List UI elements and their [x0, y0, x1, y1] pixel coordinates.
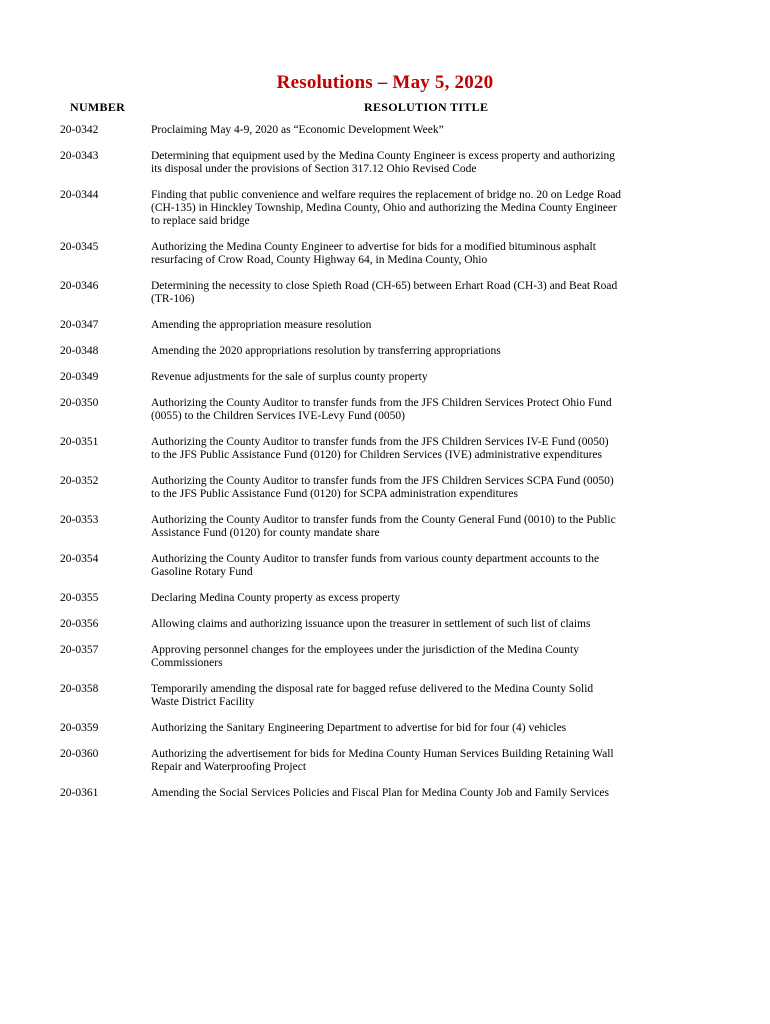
resolution-title: [151, 787, 721, 800]
resolution-title: [151, 475, 721, 501]
resolution-row: [0, 371, 770, 384]
resolution-title-line: Repair and Waterproofing Project: [151, 761, 307, 773]
resolution-title: [151, 345, 721, 358]
resolution-title-line: Declaring Medina County property as excess property: [151, 592, 401, 604]
resolution-title: [151, 683, 721, 709]
resolution-title-line: Finding that public convenience and welfare requires the replacement of bridge no. 20 on Ledge Road: [151, 189, 622, 201]
resolution-number: 20-0360: [60, 748, 99, 760]
resolution-title-line: Determining that equipment used by the Medina County Engineer is excess property and authorizing: [151, 150, 616, 162]
resolution-row: [0, 319, 770, 332]
resolution-title: [151, 592, 721, 605]
resolution-title-line: Authorizing the Medina County Engineer to advertise for bids for a modified bituminous asphalt: [151, 241, 596, 253]
resolution-title-line: (0055) to the Children Services IVE-Levy Fund (0050): [151, 410, 405, 422]
resolution-row: [0, 644, 770, 670]
resolution-row: [0, 150, 770, 176]
resolution-title-line: Gasoline Rotary Fund: [151, 566, 253, 578]
resolution-number: 20-0352: [60, 475, 99, 487]
resolution-row: [0, 748, 770, 774]
resolution-number: 20-0346: [60, 280, 99, 292]
resolution-title-line: Commissioners: [151, 657, 223, 669]
resolution-title-line: Proclaiming May 4-9, 2020 as “Economic Development Week”: [151, 124, 444, 136]
resolution-title-line: Approving personnel changes for the employees under the jurisdiction of the Medina County: [151, 644, 579, 656]
resolution-number: 20-0343: [60, 150, 99, 162]
resolution-title-line: resurfacing of Crow Road, County Highway 64, in Medina County, Ohio: [151, 254, 488, 266]
resolution-number: 20-0353: [60, 514, 99, 526]
resolution-title-line: Allowing claims and authorizing issuance upon the treasurer in settlement of such list of claims: [151, 618, 591, 630]
resolution-title-line: Determining the necessity to close Spieth Road (CH-65) between Erhart Road (CH-3) and Beat Road: [151, 280, 618, 292]
resolution-title: [151, 371, 721, 384]
resolution-number: 20-0344: [60, 189, 99, 201]
resolution-title-line: Waste District Facility: [151, 696, 255, 708]
resolution-title-line: Revenue adjustments for the sale of surplus county property: [151, 371, 428, 383]
resolution-title: [151, 397, 721, 423]
resolution-list: [0, 124, 770, 813]
resolution-number: 20-0355: [60, 592, 99, 604]
page-title: Resolutions – May 5, 2020: [276, 72, 494, 93]
resolution-number: 20-0359: [60, 722, 99, 734]
resolution-row: [0, 553, 770, 579]
column-header-title: RESOLUTION TITLE: [364, 100, 489, 114]
resolution-title-line: Amending the appropriation measure resolution: [151, 319, 372, 331]
resolution-title-line: Amending the 2020 appropriations resolution by transferring appropriations: [151, 345, 501, 357]
resolution-title-line: Authorizing the County Auditor to transfer funds from the JFS Children Services SCPA Fund (0050): [151, 475, 614, 487]
resolution-number: 20-0361: [60, 787, 99, 799]
column-header-number: NUMBER: [70, 100, 126, 114]
resolution-title: [151, 553, 721, 579]
resolution-number: 20-0357: [60, 644, 99, 656]
resolution-title-line: Amending the Social Services Policies and Fiscal Plan for Medina County Job and Family Services: [151, 787, 610, 799]
resolution-title: [151, 618, 721, 631]
resolution-number: 20-0356: [60, 618, 99, 630]
resolution-number: 20-0348: [60, 345, 99, 357]
resolution-title: [151, 280, 721, 306]
resolution-number: 20-0358: [60, 683, 99, 695]
resolution-title: [151, 150, 721, 176]
resolution-title-line: Temporarily amending the disposal rate for bagged refuse delivered to the Medina County Solid: [151, 683, 594, 695]
resolution-number: 20-0354: [60, 553, 99, 565]
resolution-row: [0, 397, 770, 423]
resolution-number: 20-0351: [60, 436, 99, 448]
resolution-row: [0, 345, 770, 358]
resolution-row: [0, 436, 770, 462]
resolution-title: [151, 644, 721, 670]
resolution-row: [0, 722, 770, 735]
resolution-row: [0, 618, 770, 631]
resolution-title-line: to the JFS Public Assistance Fund (0120) for SCPA administration expenditures: [151, 488, 518, 500]
resolution-title: [151, 319, 721, 332]
resolution-number: 20-0347: [60, 319, 99, 331]
resolution-title: [151, 124, 721, 137]
resolution-row: [0, 514, 770, 540]
resolution-row: [0, 280, 770, 306]
resolution-title: [151, 189, 721, 228]
resolution-row: [0, 475, 770, 501]
resolution-row: [0, 683, 770, 709]
resolution-row: [0, 787, 770, 800]
resolution-row: [0, 592, 770, 605]
resolution-title-line: Authorizing the County Auditor to transfer funds from various county department accounts to the: [151, 553, 600, 565]
resolution-title-line: Authorizing the County Auditor to transfer funds from the County General Fund (0010) to the Public: [151, 514, 616, 526]
resolution-title-line: (CH-135) in Hinckley Township, Medina County, Ohio and authorizing the Medina County Engineer: [151, 202, 617, 214]
resolution-title-line: to the JFS Public Assistance Fund (0120) for Children Services (IVE) administrative expenditures: [151, 449, 602, 461]
resolution-title-line: to replace said bridge: [151, 215, 250, 227]
resolution-number: 20-0345: [60, 241, 99, 253]
resolution-title-line: Assistance Fund (0120) for county mandate share: [151, 527, 380, 539]
resolution-title-line: its disposal under the provisions of Section 317.12 Ohio Revised Code: [151, 163, 477, 175]
resolution-row: [0, 189, 770, 228]
resolution-title: [151, 436, 721, 462]
resolution-title-line: Authorizing the County Auditor to transfer funds from the JFS Children Services Protect Ohio Fund: [151, 397, 612, 409]
resolution-number: 20-0349: [60, 371, 99, 383]
resolution-title-line: Authorizing the County Auditor to transfer funds from the JFS Children Services IV-E Fund (0050): [151, 436, 609, 448]
resolution-title-line: (TR-106): [151, 293, 195, 305]
resolution-title-line: Authorizing the Sanitary Engineering Department to advertise for bid for four (4) vehicles: [151, 722, 567, 734]
resolution-title: [151, 722, 721, 735]
resolution-title: [151, 241, 721, 267]
resolution-title-line: Authorizing the advertisement for bids for Medina County Human Services Building Retaining Wall: [151, 748, 614, 760]
resolution-title: [151, 514, 721, 540]
resolution-title: [151, 748, 721, 774]
resolution-number: 20-0350: [60, 397, 99, 409]
resolution-row: [0, 124, 770, 137]
resolution-row: [0, 241, 770, 267]
resolution-number: 20-0342: [60, 124, 99, 136]
